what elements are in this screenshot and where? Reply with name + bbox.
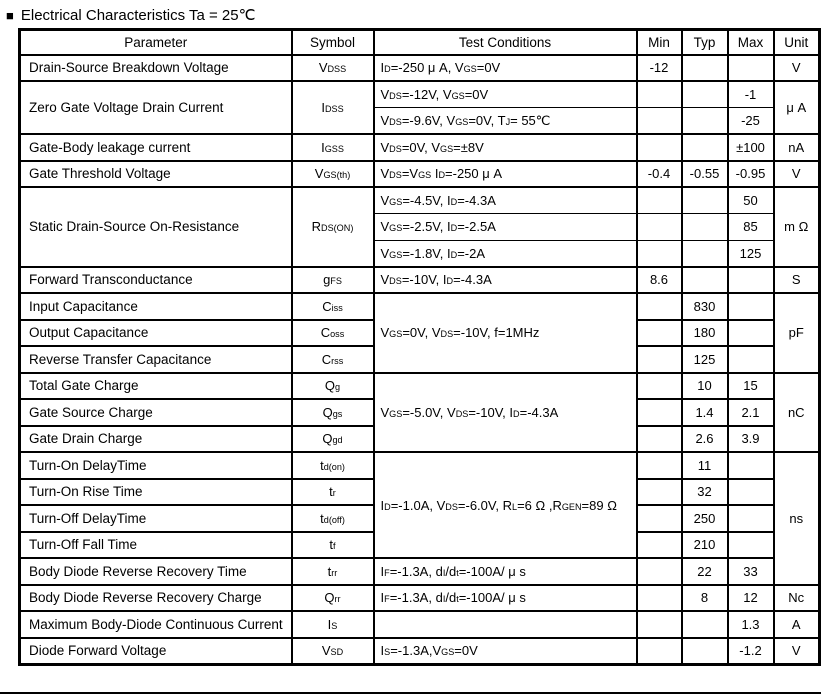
value-cell: [637, 81, 682, 108]
symbol-cell: Qg: [292, 373, 374, 400]
value-cell: [637, 611, 682, 638]
value-cell: 15: [728, 373, 774, 400]
value-cell: 2.1: [728, 399, 774, 426]
value-cell: [728, 532, 774, 559]
parameter-cell: Input Capacitance: [20, 293, 292, 320]
value-cell: [682, 81, 728, 108]
table-row: [20, 638, 820, 665]
symbol-cell: Crss: [292, 346, 374, 373]
test-conditions-cell: IF=-1.3A, dI/dt=-100A/ μ s: [374, 585, 637, 612]
symbol-cell: IGSS: [292, 134, 374, 161]
test-conditions-cell: VGS=0V, VDS=-10V, f=1MHz: [374, 293, 637, 373]
table-header: [20, 30, 820, 55]
value-cell: 33: [728, 558, 774, 585]
page-bottom-rule: [0, 692, 821, 694]
symbol-cell: td(on): [292, 452, 374, 479]
parameter-cell: Body Diode Reverse Recovery Time: [20, 558, 292, 585]
value-cell: [682, 240, 728, 267]
value-cell: [637, 505, 682, 532]
table-row: [20, 558, 820, 585]
parameter-cell: Turn-On Rise Time: [20, 479, 292, 506]
unit-cell: V: [774, 55, 820, 82]
value-cell: [637, 532, 682, 559]
section-marker-icon: ■: [6, 7, 14, 23]
symbol-cell: VSD: [292, 638, 374, 665]
table-row: [20, 452, 820, 479]
parameter-cell: Gate-Body leakage current: [20, 134, 292, 161]
value-cell: [637, 320, 682, 347]
value-cell: 8.6: [637, 267, 682, 294]
value-cell: 22: [682, 558, 728, 585]
section-title-text: Electrical Characteristics Ta = 25℃: [20, 7, 256, 24]
table-row: [20, 134, 820, 161]
value-cell: [728, 346, 774, 373]
value-cell: [682, 55, 728, 82]
value-cell: 50: [728, 187, 774, 214]
value-cell: 1.4: [682, 399, 728, 426]
value-cell: 8: [682, 585, 728, 612]
symbol-cell: Qgd: [292, 426, 374, 453]
value-cell: [637, 399, 682, 426]
value-cell: -0.4: [637, 161, 682, 188]
value-cell: 32: [682, 479, 728, 506]
table-row: [20, 267, 820, 294]
unit-cell: μ A: [774, 81, 820, 134]
parameter-cell: Turn-Off Fall Time: [20, 532, 292, 559]
unit-cell: Nc: [774, 585, 820, 612]
value-cell: [637, 134, 682, 161]
value-cell: [637, 346, 682, 373]
test-conditions-cell: VDS=0V, VGS=±8V: [374, 134, 637, 161]
value-cell: 10: [682, 373, 728, 400]
value-cell: [728, 293, 774, 320]
symbol-cell: Coss: [292, 320, 374, 347]
parameter-cell: Reverse Transfer Capacitance: [20, 346, 292, 373]
parameter-cell: Total Gate Charge: [20, 373, 292, 400]
unit-cell: pF: [774, 293, 820, 373]
value-cell: [637, 373, 682, 400]
value-cell: -12: [637, 55, 682, 82]
value-cell: 125: [728, 240, 774, 267]
value-cell: 180: [682, 320, 728, 347]
value-cell: [637, 558, 682, 585]
value-cell: [728, 505, 774, 532]
symbol-cell: gFS: [292, 267, 374, 294]
table-row: [20, 81, 820, 108]
symbol-cell: IS: [292, 611, 374, 638]
symbol-cell: Qgs: [292, 399, 374, 426]
value-cell: 830: [682, 293, 728, 320]
column-header-typ: Typ: [682, 30, 728, 55]
parameter-cell: Diode Forward Voltage: [20, 638, 292, 665]
symbol-cell: trr: [292, 558, 374, 585]
value-cell: 3.9: [728, 426, 774, 453]
value-cell: 12: [728, 585, 774, 612]
table-row: [20, 187, 820, 214]
table-row: [20, 293, 820, 320]
test-conditions-cell: VDS=-10V, ID=-4.3A: [374, 267, 637, 294]
value-cell: [637, 638, 682, 665]
value-cell: -25: [728, 108, 774, 135]
test-conditions-cell: VGS=-5.0V, VDS=-10V, ID=-4.3A: [374, 373, 637, 453]
test-conditions-cell: VDS=VGS ID=-250 μ A: [374, 161, 637, 188]
column-header-parameter: Parameter: [20, 30, 292, 55]
value-cell: -1.2: [728, 638, 774, 665]
symbol-cell: Ciss: [292, 293, 374, 320]
value-cell: [637, 108, 682, 135]
test-conditions-cell: VGS=-1.8V, ID=-2A: [374, 240, 637, 267]
value-cell: [682, 267, 728, 294]
value-cell: [682, 611, 728, 638]
column-header-max: Max: [728, 30, 774, 55]
test-conditions-cell: [374, 611, 637, 638]
value-cell: [682, 187, 728, 214]
value-cell: 210: [682, 532, 728, 559]
value-cell: ±100: [728, 134, 774, 161]
unit-cell: V: [774, 161, 820, 188]
value-cell: [728, 55, 774, 82]
parameter-cell: Turn-On DelayTime: [20, 452, 292, 479]
symbol-cell: Qrr: [292, 585, 374, 612]
value-cell: -0.55: [682, 161, 728, 188]
column-header-unit: Unit: [774, 30, 820, 55]
parameter-cell: Gate Threshold Voltage: [20, 161, 292, 188]
parameter-cell: Zero Gate Voltage Drain Current: [20, 81, 292, 134]
test-conditions-cell: IF=-1.3A, dI/dt=-100A/ μ s: [374, 558, 637, 585]
unit-cell: nC: [774, 373, 820, 453]
symbol-cell: VDSS: [292, 55, 374, 82]
parameter-cell: Maximum Body-Diode Continuous Current: [20, 611, 292, 638]
parameter-cell: Output Capacitance: [20, 320, 292, 347]
value-cell: [637, 214, 682, 241]
value-cell: [728, 479, 774, 506]
value-cell: [728, 267, 774, 294]
table-row: [20, 585, 820, 612]
unit-cell: m Ω: [774, 187, 820, 267]
table-row: [20, 55, 820, 82]
parameter-cell: Gate Drain Charge: [20, 426, 292, 453]
section-title: [0, 0, 821, 24]
symbol-cell: tr: [292, 479, 374, 506]
symbol-cell: IDSS: [292, 81, 374, 134]
value-cell: [637, 479, 682, 506]
column-header-test-conditions: Test Conditions: [374, 30, 637, 55]
table-row: [20, 373, 820, 400]
unit-cell: ns: [774, 452, 820, 585]
value-cell: [637, 240, 682, 267]
value-cell: 11: [682, 452, 728, 479]
value-cell: [728, 452, 774, 479]
parameter-cell: Static Drain-Source On-Resistance: [20, 187, 292, 267]
parameter-cell: Forward Transconductance: [20, 267, 292, 294]
unit-cell: nA: [774, 134, 820, 161]
test-conditions-cell: VGS=-2.5V, ID=-2.5A: [374, 214, 637, 241]
value-cell: -0.95: [728, 161, 774, 188]
value-cell: 250: [682, 505, 728, 532]
value-cell: [682, 638, 728, 665]
value-cell: -1: [728, 81, 774, 108]
unit-cell: S: [774, 267, 820, 294]
value-cell: [728, 320, 774, 347]
value-cell: 125: [682, 346, 728, 373]
value-cell: [682, 134, 728, 161]
test-conditions-cell: VDS=-9.6V, VGS=0V, TJ= 55℃: [374, 108, 637, 135]
value-cell: [637, 293, 682, 320]
parameter-cell: Turn-Off DelayTime: [20, 505, 292, 532]
electrical-characteristics-table: [18, 28, 821, 666]
value-cell: [637, 187, 682, 214]
test-conditions-cell: IS=-1.3A,VGS=0V: [374, 638, 637, 665]
test-conditions-cell: VGS=-4.5V, ID=-4.3A: [374, 187, 637, 214]
symbol-cell: tf: [292, 532, 374, 559]
value-cell: [637, 452, 682, 479]
test-conditions-cell: VDS=-12V, VGS=0V: [374, 81, 637, 108]
column-header-symbol: Symbol: [292, 30, 374, 55]
table-row: [20, 611, 820, 638]
value-cell: [637, 426, 682, 453]
test-conditions-cell: ID=-250 μ A, VGS=0V: [374, 55, 637, 82]
value-cell: 85: [728, 214, 774, 241]
parameter-cell: Drain-Source Breakdown Voltage: [20, 55, 292, 82]
parameter-cell: Body Diode Reverse Recovery Charge: [20, 585, 292, 612]
value-cell: [682, 108, 728, 135]
symbol-cell: td(off): [292, 505, 374, 532]
unit-cell: V: [774, 638, 820, 665]
symbol-cell: RDS(ON): [292, 187, 374, 267]
unit-cell: A: [774, 611, 820, 638]
value-cell: 2.6: [682, 426, 728, 453]
value-cell: [637, 585, 682, 612]
test-conditions-cell: ID=-1.0A, VDS=-6.0V, RL=6 Ω ,RGEN=89 Ω: [374, 452, 637, 558]
column-header-min: Min: [637, 30, 682, 55]
value-cell: [682, 214, 728, 241]
table-row: [20, 161, 820, 188]
parameter-cell: Gate Source Charge: [20, 399, 292, 426]
symbol-cell: VGS(th): [292, 161, 374, 188]
value-cell: 1.3: [728, 611, 774, 638]
